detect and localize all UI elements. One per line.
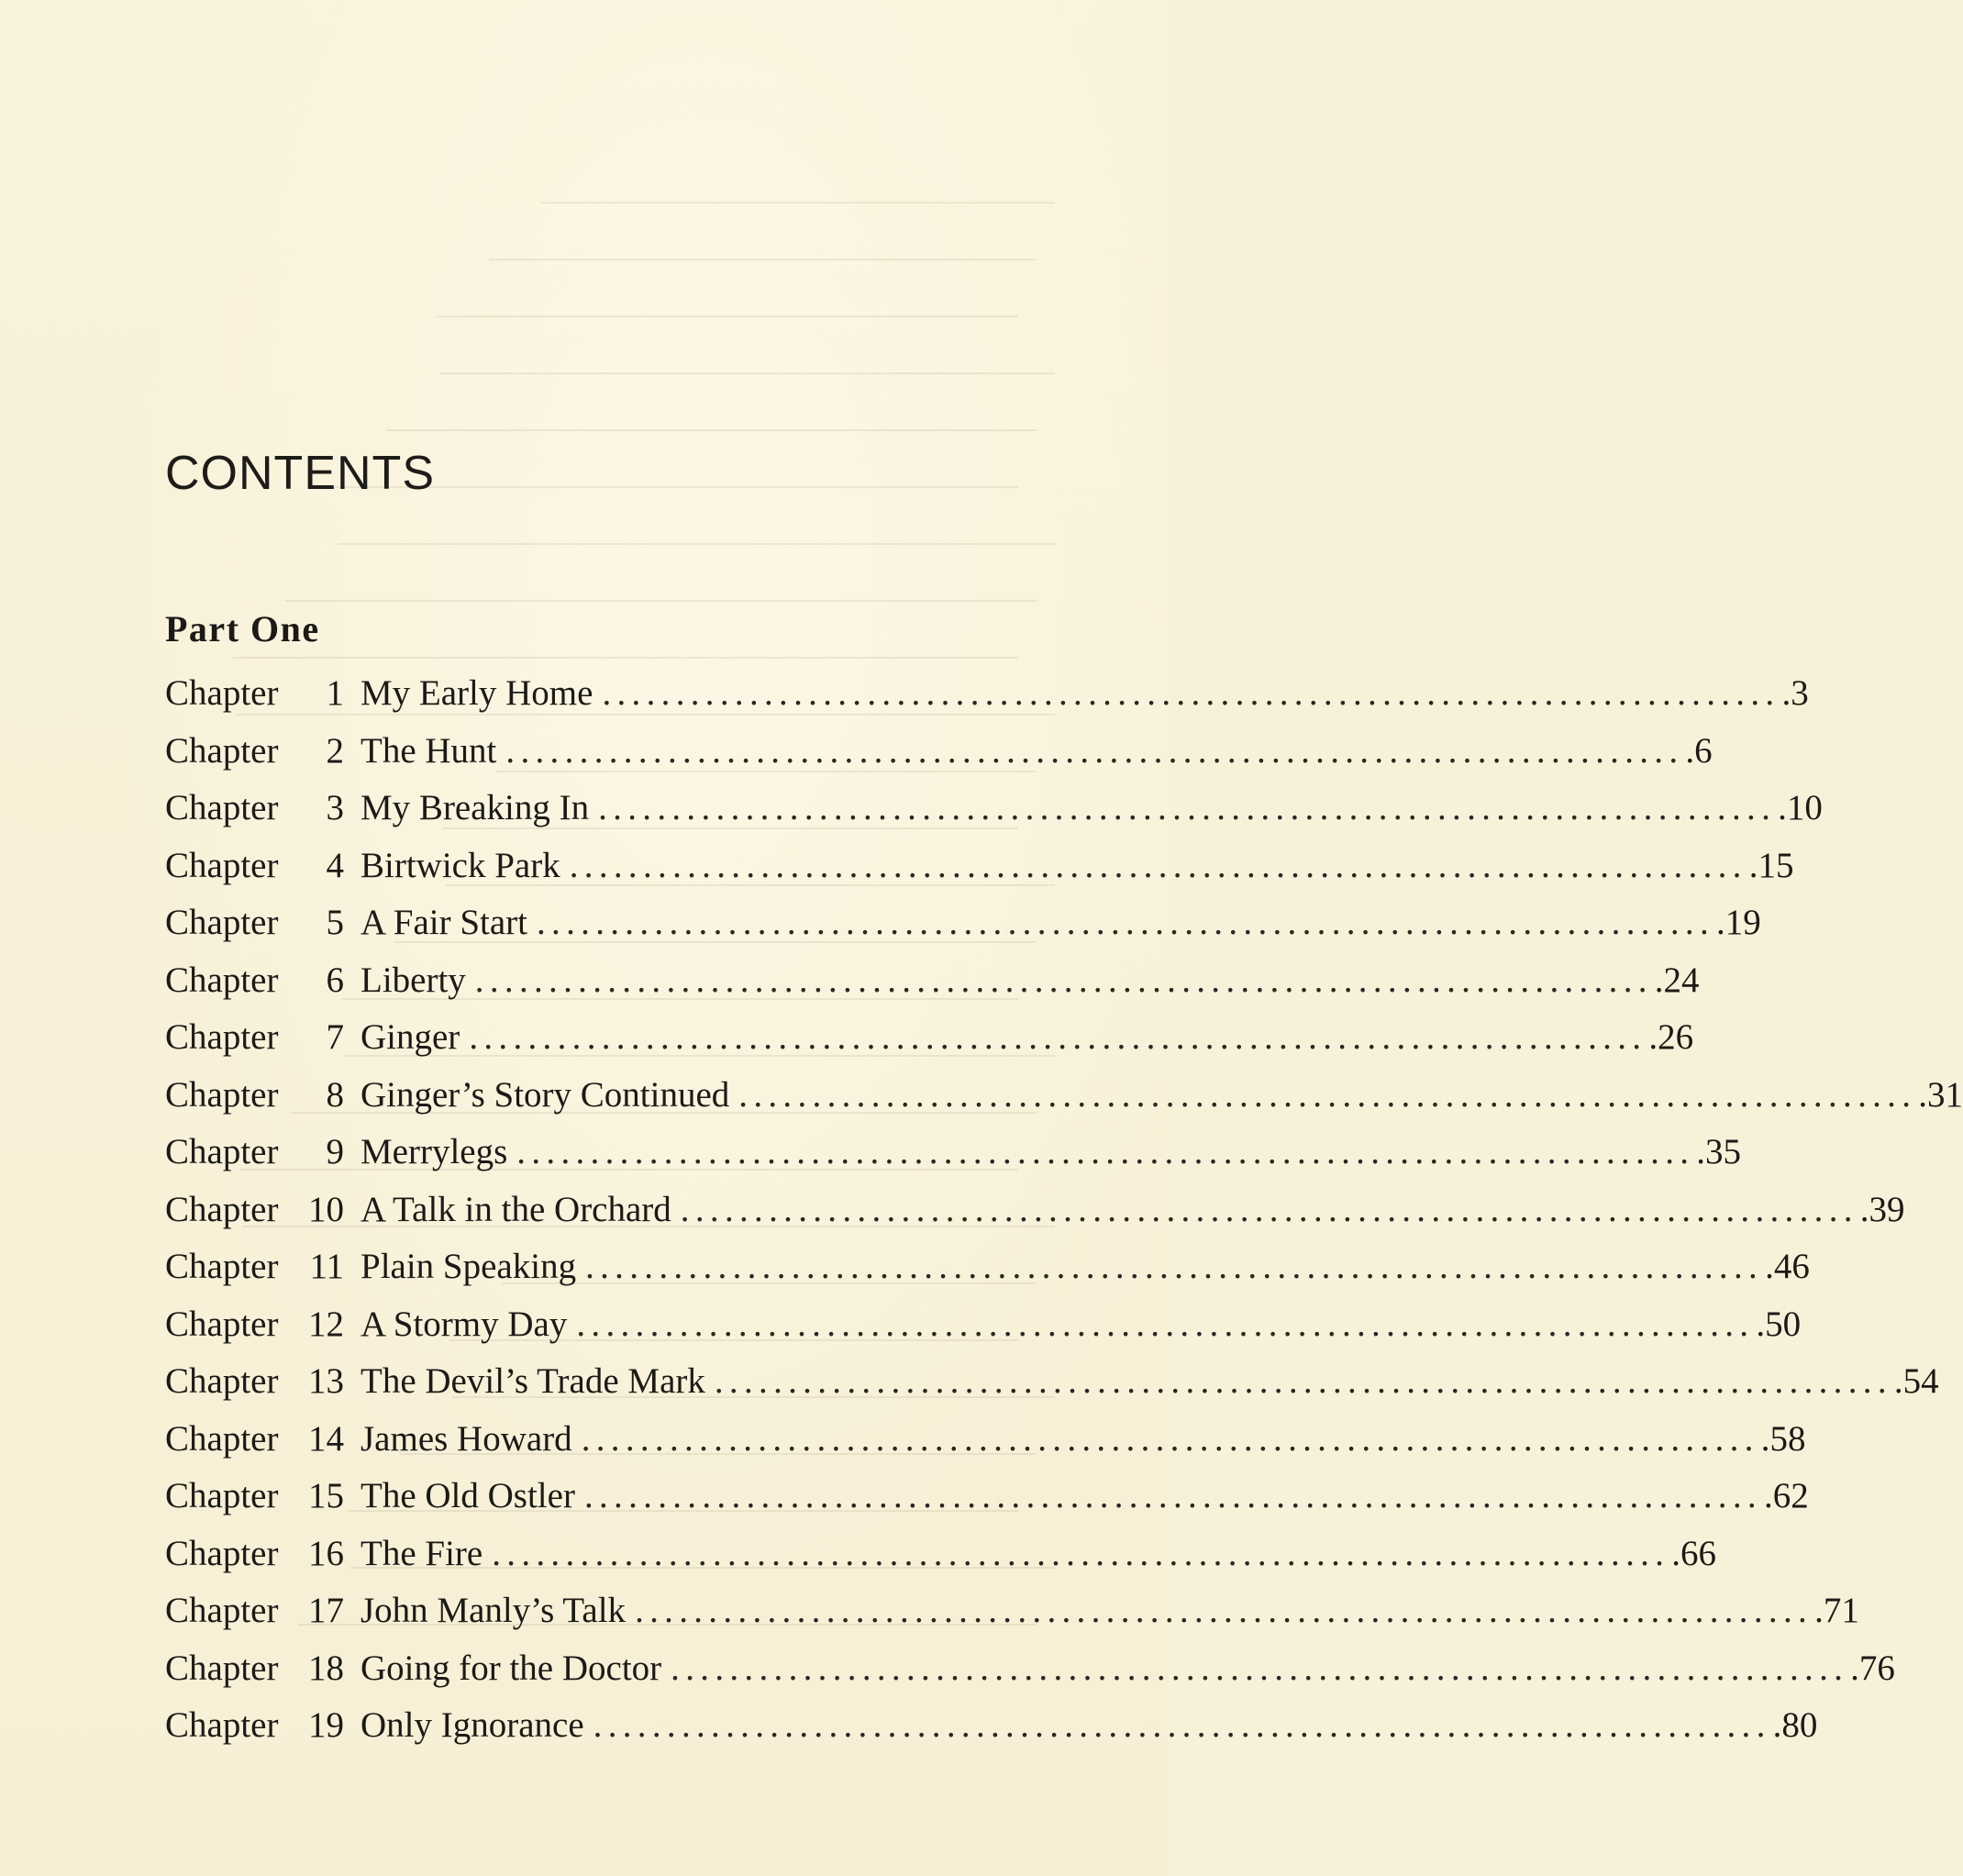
page-number: .6 [1685, 730, 1713, 771]
toc-entry-12 [165, 1296, 1802, 1354]
dot-leader: ................................................................................ [492, 1533, 1670, 1573]
chapter-title: The Old Ostler [360, 1476, 575, 1515]
chapter-title: The Fire [360, 1533, 483, 1573]
chapter-label: Chapter [165, 903, 279, 942]
chapter-number: 3 [326, 788, 344, 827]
chapter-title: The Hunt [360, 730, 497, 771]
dot-leader: ................................................................................ [469, 1017, 1647, 1057]
chapter-label: Chapter [165, 1591, 279, 1630]
dot-leader: ................................................................................ [516, 1132, 1695, 1171]
page-number: .31 [1918, 1074, 1963, 1115]
dot-leader: ................................................................................ [585, 1247, 1764, 1286]
toc-entry-15 [165, 1468, 1809, 1526]
dot-leader: ................................................................................ [602, 673, 1780, 713]
toc-entry-17 [165, 1582, 1859, 1640]
chapter-number: 13 [308, 1361, 344, 1401]
chapter-number: 18 [308, 1648, 344, 1688]
page-number: .26 [1648, 1017, 1694, 1057]
chapter-label: Chapter [165, 730, 279, 771]
chapter-number: 4 [326, 845, 344, 885]
chapter-label: Chapter [165, 1017, 279, 1057]
chapter-label: Chapter [165, 788, 279, 827]
toc-entry-8 [165, 1067, 1963, 1125]
show-through-line [233, 657, 1018, 659]
dot-leader: ................................................................................ [738, 1074, 1917, 1115]
chapter-title: My Early Home [360, 673, 593, 713]
show-through-line [285, 600, 1037, 602]
page-number: .58 [1760, 1418, 1806, 1459]
page-number: .62 [1763, 1476, 1809, 1515]
chapter-label: Chapter [165, 960, 279, 1000]
page-number: .46 [1765, 1247, 1810, 1286]
chapter-title: James Howard [360, 1418, 572, 1459]
toc-entry-18 [165, 1640, 1895, 1698]
dot-leader: ................................................................................ [635, 1591, 1813, 1630]
dot-leader: ................................................................................ [583, 1476, 1762, 1515]
chapter-label: Chapter [165, 1132, 279, 1171]
dot-leader: ................................................................................ [680, 1189, 1858, 1229]
dot-leader: ................................................................................ [576, 1304, 1755, 1344]
toc-entry-14 [165, 1411, 1806, 1469]
chapter-number: 19 [308, 1705, 344, 1745]
show-through-line [387, 429, 1037, 431]
show-through-line [338, 543, 1055, 545]
dot-leader: ................................................................................ [598, 788, 1777, 827]
chapter-title: The Devil’s Trade Mark [360, 1361, 705, 1401]
dot-leader: ................................................................................ [505, 730, 1684, 771]
chapter-title: Ginger’s Story Continued [360, 1074, 730, 1115]
toc-entry-3 [165, 780, 1823, 838]
chapter-label: Chapter [165, 1361, 279, 1401]
page-number: .66 [1671, 1533, 1716, 1573]
toc-entry-7 [165, 1009, 1694, 1067]
chapter-title: Going for the Doctor [360, 1648, 662, 1688]
toc-entry-6 [165, 952, 1700, 1010]
page-number: .24 [1654, 960, 1700, 1000]
toc-entry-4 [165, 838, 1794, 895]
chapter-number: 2 [326, 730, 344, 771]
toc-entry-10 [165, 1182, 1905, 1239]
chapter-title: Ginger [360, 1017, 460, 1057]
toc-entry-19 [165, 1697, 1818, 1755]
chapter-title: A Talk in the Orchard [360, 1189, 671, 1229]
toc-entry-16 [165, 1526, 1716, 1583]
show-through-line [335, 486, 1018, 488]
page-number: .80 [1772, 1705, 1818, 1745]
chapter-title: Plain Speaking [360, 1247, 577, 1286]
dot-leader: ................................................................................ [474, 960, 1653, 1000]
chapter-title: A Fair Start [360, 903, 527, 942]
toc-entry-5 [165, 894, 1761, 952]
show-through-line [439, 372, 1055, 374]
chapter-title: Birtwick Park [360, 845, 560, 885]
chapter-title: Only Ignorance [360, 1705, 584, 1745]
page-number: .76 [1850, 1648, 1895, 1688]
chapter-title: A Stormy Day [360, 1304, 568, 1344]
chapter-number: 15 [308, 1476, 344, 1515]
chapter-number: 8 [326, 1074, 344, 1115]
chapter-number: 14 [308, 1418, 344, 1459]
chapter-title: My Breaking In [360, 788, 590, 827]
chapter-title: Merrylegs [360, 1132, 508, 1171]
chapter-label: Chapter [165, 1648, 279, 1688]
show-through-line [437, 316, 1018, 317]
contents-heading: CONTENTS [165, 447, 435, 500]
page-number: .35 [1696, 1132, 1742, 1171]
toc-entry-1 [165, 665, 1809, 723]
dot-leader: ................................................................................ [537, 903, 1714, 942]
chapter-label: Chapter [165, 1189, 279, 1229]
page-number: .54 [1893, 1361, 1939, 1401]
dot-leader: ................................................................................ [569, 845, 1747, 885]
page-number: .10 [1778, 788, 1823, 827]
show-through-line [489, 259, 1037, 261]
chapter-number: 11 [309, 1247, 344, 1286]
chapter-label: Chapter [165, 1705, 279, 1745]
dot-leader: ................................................................................ [593, 1705, 1771, 1745]
toc-entry-2 [165, 723, 1713, 781]
chapter-label: Chapter [165, 1476, 279, 1515]
page-number: .3 [1781, 673, 1809, 713]
chapter-number: 9 [326, 1132, 344, 1171]
part-heading: Part One [165, 608, 320, 649]
table-of-contents [165, 665, 1963, 1755]
chapter-number: 6 [326, 960, 344, 1000]
chapter-label: Chapter [165, 845, 279, 885]
chapter-number: 1 [326, 673, 344, 713]
chapter-number: 17 [308, 1591, 344, 1630]
dot-leader: ................................................................................ [671, 1648, 1849, 1688]
toc-entry-13 [165, 1353, 1939, 1411]
chapter-label: Chapter [165, 1418, 279, 1459]
toc-entry-9 [165, 1124, 1742, 1182]
chapter-label: Chapter [165, 673, 279, 713]
page-number: .71 [1814, 1591, 1859, 1630]
show-through-line [541, 202, 1055, 204]
chapter-number: 5 [326, 903, 344, 942]
chapter-number: 7 [326, 1017, 344, 1057]
chapter-label: Chapter [165, 1304, 279, 1344]
dot-leader: ................................................................................ [714, 1361, 1892, 1401]
page-number: .39 [1859, 1189, 1905, 1229]
chapter-label: Chapter [165, 1533, 279, 1573]
chapter-label: Chapter [165, 1247, 279, 1286]
dot-leader: ................................................................................ [581, 1418, 1759, 1459]
page-number: .50 [1756, 1304, 1802, 1344]
chapter-number: 12 [308, 1304, 344, 1344]
chapter-title: John Manly’s Talk [360, 1591, 627, 1630]
chapter-number: 10 [308, 1189, 344, 1229]
chapter-title: Liberty [360, 960, 466, 1000]
page-number: .15 [1748, 845, 1794, 885]
page-number: .19 [1716, 903, 1761, 942]
toc-entry-11 [165, 1238, 1810, 1296]
chapter-number: 16 [308, 1533, 344, 1573]
chapter-label: Chapter [165, 1074, 279, 1115]
